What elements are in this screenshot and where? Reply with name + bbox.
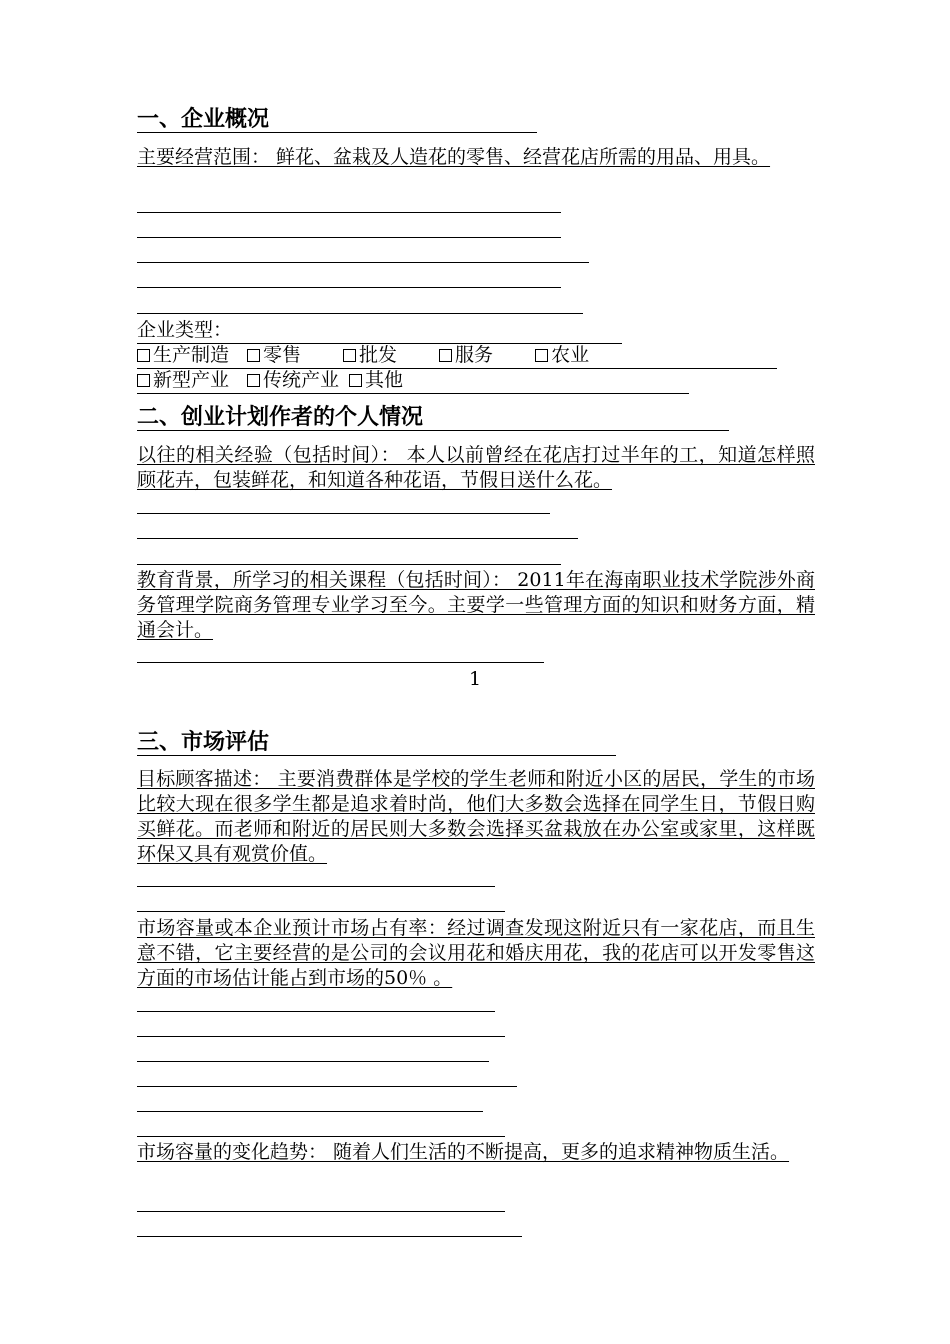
enterprise-type-options-row1 [137, 343, 777, 369]
enterprise-type-text: 企业类型： [137, 319, 233, 341]
education-text: 教育背景，所学习的相关课程（包括时间）： 2011年在海南职业技术学院涉外商务管理学院商务管理专业学习至今。主要学一些管理方面的知识和财务方面，精通会计。 [137, 569, 815, 641]
blank-line [137, 662, 544, 663]
blank-line [137, 237, 561, 238]
blank-line [137, 911, 505, 912]
blank-line [137, 1086, 517, 1087]
checkbox-icon [137, 349, 150, 362]
market-capacity-text: 市场容量或本企业预计市场占有率：经过调查发现这附近只有一家花店，而且生意不错，它主要经营的是公司的会议用花和婚庆用花，我的花店可以开发零售这方面的市场估计能占到市场的50％ 。 [137, 917, 815, 989]
experience-text: 以往的相关经验（包括时间）： 本人以前曾经在花店打过半年的工，知道怎样照顾花卉，包装鲜花，和知道各种花语，节假日送什么花。 [137, 444, 815, 491]
blank-line [137, 513, 550, 514]
checkbox-service[interactable]: 服务 [439, 343, 493, 368]
blank-line [137, 287, 561, 288]
section-heading-market: 三、市场评估 [137, 729, 616, 756]
checkbox-icon [439, 349, 452, 362]
checkbox-icon [349, 374, 362, 387]
checkbox-production[interactable]: 生产制造 [137, 343, 229, 368]
blank-line [137, 1011, 495, 1012]
page-number: 1 [468, 668, 482, 690]
blank-line [137, 212, 561, 213]
enterprise-type-options-row2 [137, 368, 689, 394]
market-trend-text: 市场容量的变化趋势： 随着人们生活的不断提高，更多的追求精神物质生活。 [137, 1141, 790, 1163]
checkbox-icon [137, 374, 150, 387]
section-heading-overview: 一、企业概况 [137, 106, 537, 133]
checkbox-icon [535, 349, 548, 362]
business-scope-text: 主要经营范围： 鲜花、盆栽及人造花的零售、经营花店所需的用品、用具。 [137, 146, 771, 168]
enterprise-type-label [137, 318, 622, 344]
section-heading-author: 二、创业计划作者的个人情况 [137, 404, 729, 431]
blank-line [137, 1061, 489, 1062]
blank-line [137, 1236, 522, 1237]
checkbox-agriculture[interactable]: 农业 [535, 343, 589, 368]
checkbox-new-industry[interactable]: 新型产业 [137, 368, 229, 393]
blank-line [137, 262, 589, 263]
blank-line [137, 313, 583, 314]
checkbox-wholesale[interactable]: 批发 [343, 343, 397, 368]
checkbox-icon [247, 349, 260, 362]
checkbox-traditional-industry[interactable]: 传统产业 [247, 368, 339, 393]
blank-line [137, 564, 561, 565]
checkbox-other[interactable]: 其他 [349, 368, 403, 393]
blank-line [137, 1136, 505, 1137]
checkbox-icon [343, 349, 356, 362]
blank-line [137, 538, 578, 539]
checkbox-icon [247, 374, 260, 387]
blank-line [137, 1036, 505, 1037]
checkbox-retail[interactable]: 零售 [247, 343, 301, 368]
blank-line [137, 1111, 483, 1112]
blank-line [137, 1211, 505, 1212]
blank-line [137, 886, 495, 887]
target-customers-text: 目标顾客描述： 主要消费群体是学校的学生老师和附近小区的居民，学生的市场比较大现在很多学生都是追求着时尚，他们大多数会选择在同学生日，节假日购买鲜花。而老师和附近的居民则大多数会选择买盆栽放在办公室或家里，这样既环保又具有观赏价值。 [137, 768, 815, 865]
